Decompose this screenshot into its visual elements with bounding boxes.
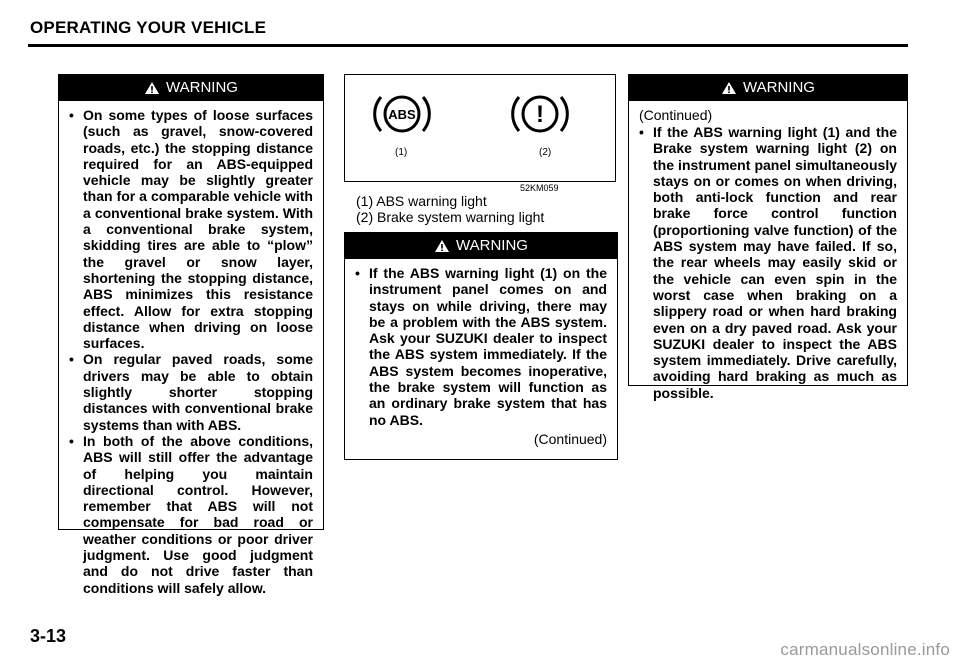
warning-item: • On some types of loose surfaces (such as gravel, snow-covered roads, etc.) the stopping distance required for an ABS-equipped vehicle may be slightly greater than for a comparable vehicle with a conventional brake system. With a conventional brake system, skidding tires are able to “plow” the gravel or snow layer, shortening the stopping distance, ABS minimizes this resistance effect. Allow for extra stopping distance when driving on loose surfaces. [69,107,313,351]
warning-triangle-icon [144,81,160,95]
warning-box-left [58,74,324,596]
warning-item: • In both of the above conditions, ABS will still offer the advantage of helping you maintain directional control. However, remember that ABS will not compensate for bad road or weather conditions or poor driver judgment. Use good judgment and do not drive faster than conditions will safely allow. [69,433,313,596]
warning-header [59,75,323,101]
warning-triangle-icon [721,81,737,95]
figure-caption [356,193,544,225]
warning-box-middle [344,232,618,460]
warning-triangle-icon [434,239,450,253]
warning-item: • If the ABS warning light (1) and the Brake system warning light (2) on the instrument panel simultaneously stays on or comes on when driving, both anti-lock function and rear brake force control function (proportioning valve function) of the ABS system may have failed. If so, the rear wheels may easily skid or the vehicle can even spin in the worst case when braking on a slippery road or when hard braking even on a dry paved road. Ask your SUZUKI dealer to inspect the ABS system immediately. Drive carefully, avoiding hard braking as much as possible. [639,124,897,401]
caption-brake: (2) Brake system warning light [356,209,545,225]
page-header-title: OPERATING YOUR VEHICLE [30,18,267,37]
brake-icon-text: ! [536,101,544,128]
warning-item: • On regular paved roads, some drivers may be able to obtain slightly shorter stopping distances with conventional brake systems than with ABS. [69,351,313,432]
figure-code: 52KM059 [520,183,559,193]
caption-abs: (1) ABS warning light [356,193,487,209]
warning-lights-figure [344,74,616,182]
warning-header [345,233,617,259]
warning-heading: WARNING [166,79,238,96]
page-number: 3-13 [30,626,67,646]
abs-warning-light-icon [367,85,437,143]
figure-label-1: (1) [395,147,408,158]
figure-label-2: (2) [539,147,552,158]
header-rule [28,44,908,47]
warning-heading: WARNING [743,79,815,96]
warning-heading: WARNING [456,237,528,254]
continued-note: (Continued) [639,107,713,123]
abs-icon-text: ABS [388,107,416,122]
continued-note: (Continued) [533,430,607,447]
warning-item: • If the ABS warning light (1) on the instrument panel comes on and stays on while driving, there may be a problem with the ABS system. Ask your SUZUKI dealer to inspect the ABS system immediately. If the ABS system becomes inoperative, the brake system will function as an ordinary brake system that has no ABS. [355,265,607,428]
warning-box-right [628,74,908,401]
brake-warning-light-icon [505,85,575,143]
warning-header [629,75,907,101]
watermark-text: carmanualsonline.info [780,640,950,659]
